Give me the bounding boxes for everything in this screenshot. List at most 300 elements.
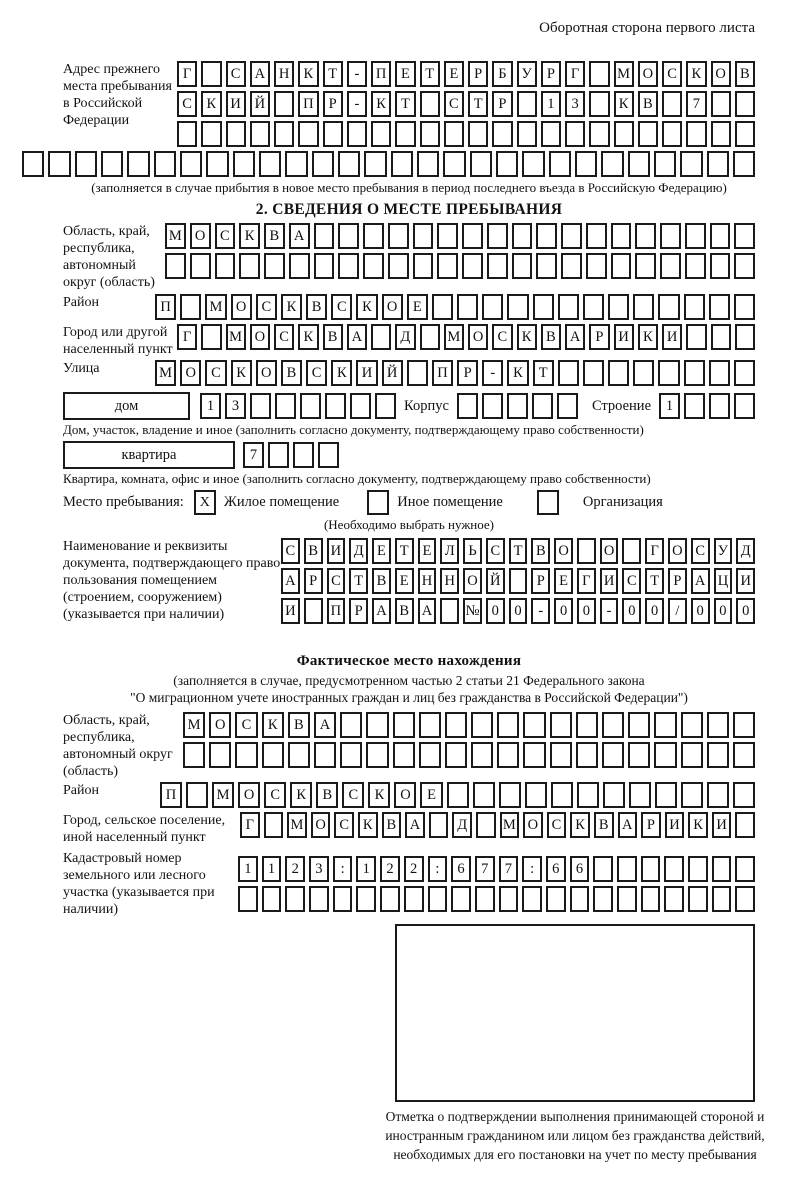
char-cell[interactable] (293, 442, 314, 468)
char-cell[interactable] (350, 393, 371, 419)
char-cell[interactable]: О (554, 538, 573, 564)
char-cell[interactable] (363, 253, 384, 279)
char-cell[interactable] (371, 324, 391, 350)
checkbox-zhiloe[interactable]: X (194, 490, 216, 515)
char-cell[interactable]: Й (382, 360, 403, 386)
checkbox-organizatsiya[interactable] (537, 490, 559, 515)
char-cell[interactable]: В (638, 91, 658, 117)
char-cell[interactable]: С (256, 294, 277, 320)
char-cell[interactable] (664, 886, 684, 912)
char-cell[interactable] (583, 360, 604, 386)
char-cell[interactable]: С (177, 91, 197, 117)
char-cell[interactable]: К (356, 294, 377, 320)
char-cell[interactable] (711, 91, 731, 117)
char-cell[interactable]: Д (452, 812, 472, 838)
char-cell[interactable] (662, 91, 682, 117)
char-cell[interactable] (523, 742, 545, 768)
char-cell[interactable] (420, 91, 440, 117)
char-cell[interactable] (417, 151, 439, 177)
char-cell[interactable]: Г (177, 324, 197, 350)
char-cell[interactable]: Р (457, 360, 478, 386)
char-cell[interactable]: А (347, 324, 367, 350)
char-cell[interactable]: 6 (451, 856, 471, 882)
char-cell[interactable]: К (281, 294, 302, 320)
char-cell[interactable]: К (290, 782, 312, 808)
char-cell[interactable] (641, 886, 661, 912)
char-cell[interactable]: В (541, 324, 561, 350)
char-cell[interactable] (589, 121, 609, 147)
char-cell[interactable] (75, 151, 97, 177)
char-cell[interactable]: М (500, 812, 520, 838)
char-cell[interactable]: Л (440, 538, 459, 564)
char-cell[interactable] (577, 782, 599, 808)
char-cell[interactable] (314, 742, 336, 768)
char-cell[interactable] (602, 712, 624, 738)
char-cell[interactable]: С (281, 538, 300, 564)
char-cell[interactable]: Й (486, 568, 505, 594)
char-cell[interactable] (238, 886, 258, 912)
char-cell[interactable] (457, 294, 478, 320)
char-cell[interactable] (575, 151, 597, 177)
char-cell[interactable]: : (333, 856, 353, 882)
char-cell[interactable]: К (231, 360, 252, 386)
char-cell[interactable] (475, 886, 495, 912)
char-cell[interactable] (707, 712, 729, 738)
char-cell[interactable] (654, 151, 676, 177)
char-cell[interactable] (735, 812, 755, 838)
char-cell[interactable] (688, 886, 708, 912)
char-cell[interactable]: В (372, 568, 391, 594)
char-cell[interactable] (180, 151, 202, 177)
char-cell[interactable] (654, 712, 676, 738)
char-cell[interactable]: В (288, 712, 310, 738)
char-cell[interactable] (614, 121, 634, 147)
char-cell[interactable] (312, 151, 334, 177)
char-cell[interactable]: 3 (225, 393, 246, 419)
char-cell[interactable] (499, 886, 519, 912)
char-cell[interactable]: Г (240, 812, 260, 838)
char-cell[interactable] (586, 223, 607, 249)
char-cell[interactable]: М (212, 782, 234, 808)
char-cell[interactable]: О (463, 568, 482, 594)
char-cell[interactable] (457, 393, 478, 419)
char-cell[interactable] (522, 886, 542, 912)
char-cell[interactable] (388, 253, 409, 279)
char-cell[interactable] (274, 91, 294, 117)
char-cell[interactable]: В (382, 812, 402, 838)
char-cell[interactable]: О (668, 538, 687, 564)
char-cell[interactable]: П (298, 91, 318, 117)
char-cell[interactable] (509, 568, 528, 594)
char-cell[interactable] (611, 253, 632, 279)
char-cell[interactable] (419, 712, 441, 738)
char-cell[interactable]: Н (418, 568, 437, 594)
char-cell[interactable] (686, 324, 706, 350)
char-cell[interactable] (325, 393, 346, 419)
char-cell[interactable] (201, 61, 221, 87)
char-cell[interactable]: И (736, 568, 755, 594)
char-cell[interactable] (250, 121, 270, 147)
char-cell[interactable]: А (250, 61, 270, 87)
char-cell[interactable] (662, 121, 682, 147)
char-cell[interactable]: О (394, 782, 416, 808)
char-cell[interactable]: Р (541, 61, 561, 87)
char-cell[interactable]: Н (274, 61, 294, 87)
char-cell[interactable]: 7 (686, 91, 706, 117)
char-cell[interactable] (391, 151, 413, 177)
char-cell[interactable] (473, 782, 495, 808)
char-cell[interactable] (549, 151, 571, 177)
char-cell[interactable]: - (482, 360, 503, 386)
char-cell[interactable] (577, 538, 596, 564)
checkbox-inoe[interactable] (367, 490, 389, 515)
char-cell[interactable] (497, 742, 519, 768)
char-cell[interactable]: 2 (404, 856, 424, 882)
char-cell[interactable] (165, 253, 186, 279)
char-cell[interactable] (589, 61, 609, 87)
char-cell[interactable] (443, 151, 465, 177)
char-cell[interactable]: И (356, 360, 377, 386)
char-cell[interactable] (617, 856, 637, 882)
char-cell[interactable] (289, 253, 310, 279)
char-cell[interactable] (686, 121, 706, 147)
char-cell[interactable]: К (358, 812, 378, 838)
char-cell[interactable]: О (231, 294, 252, 320)
char-cell[interactable]: 0 (691, 598, 710, 624)
char-cell[interactable] (285, 886, 305, 912)
char-cell[interactable]: Т (395, 91, 415, 117)
char-cell[interactable] (685, 223, 706, 249)
char-cell[interactable] (420, 121, 440, 147)
char-cell[interactable]: О (600, 538, 619, 564)
char-cell[interactable] (497, 712, 519, 738)
char-cell[interactable] (558, 294, 579, 320)
char-cell[interactable]: К (368, 782, 390, 808)
char-cell[interactable]: В (264, 223, 285, 249)
char-cell[interactable]: И (662, 324, 682, 350)
char-cell[interactable] (206, 151, 228, 177)
char-cell[interactable]: 6 (570, 856, 590, 882)
char-cell[interactable] (601, 151, 623, 177)
char-cell[interactable] (364, 151, 386, 177)
char-cell[interactable] (487, 253, 508, 279)
char-cell[interactable] (593, 886, 613, 912)
char-cell[interactable]: В (531, 538, 550, 564)
char-cell[interactable]: И (614, 324, 634, 350)
char-cell[interactable]: П (327, 598, 346, 624)
char-cell[interactable] (533, 294, 554, 320)
char-cell[interactable]: Г (565, 61, 585, 87)
char-cell[interactable]: К (638, 324, 658, 350)
char-cell[interactable] (366, 712, 388, 738)
char-cell[interactable] (413, 223, 434, 249)
char-cell[interactable] (622, 538, 641, 564)
char-cell[interactable] (660, 253, 681, 279)
char-cell[interactable]: 1 (200, 393, 221, 419)
char-cell[interactable]: Р (468, 61, 488, 87)
char-cell[interactable]: Р (531, 568, 550, 594)
char-cell[interactable] (226, 121, 246, 147)
char-cell[interactable] (551, 782, 573, 808)
char-cell[interactable] (428, 886, 448, 912)
char-cell[interactable] (680, 151, 702, 177)
char-cell[interactable]: К (298, 324, 318, 350)
char-cell[interactable]: Д (395, 324, 415, 350)
char-cell[interactable] (445, 712, 467, 738)
char-cell[interactable]: С (662, 61, 682, 87)
char-cell[interactable] (201, 121, 221, 147)
char-cell[interactable]: А (565, 324, 585, 350)
char-cell[interactable] (419, 742, 441, 768)
char-cell[interactable]: В (316, 782, 338, 808)
char-cell[interactable]: К (507, 360, 528, 386)
char-cell[interactable] (492, 121, 512, 147)
char-cell[interactable] (413, 253, 434, 279)
char-cell[interactable]: С (334, 812, 354, 838)
char-cell[interactable] (629, 782, 651, 808)
char-cell[interactable] (444, 121, 464, 147)
char-cell[interactable] (576, 742, 598, 768)
char-cell[interactable] (512, 223, 533, 249)
char-cell[interactable]: Г (177, 61, 197, 87)
char-cell[interactable]: 1 (262, 856, 282, 882)
char-cell[interactable] (684, 294, 705, 320)
char-cell[interactable]: : (428, 856, 448, 882)
char-cell[interactable]: Е (395, 61, 415, 87)
char-cell[interactable]: - (531, 598, 550, 624)
char-cell[interactable]: Т (420, 61, 440, 87)
char-cell[interactable]: С (306, 360, 327, 386)
char-cell[interactable]: О (638, 61, 658, 87)
char-cell[interactable]: С (691, 538, 710, 564)
char-cell[interactable] (707, 782, 729, 808)
char-cell[interactable]: 0 (622, 598, 641, 624)
char-cell[interactable] (393, 712, 415, 738)
char-cell[interactable] (314, 253, 335, 279)
char-cell[interactable] (664, 856, 684, 882)
char-cell[interactable] (314, 223, 335, 249)
char-cell[interactable]: К (201, 91, 221, 117)
char-cell[interactable]: В (304, 538, 323, 564)
char-cell[interactable] (298, 121, 318, 147)
char-cell[interactable] (340, 742, 362, 768)
char-cell[interactable]: С (205, 360, 226, 386)
char-cell[interactable]: Ь (463, 538, 482, 564)
char-cell[interactable] (655, 782, 677, 808)
char-cell[interactable] (183, 742, 205, 768)
char-cell[interactable]: О (311, 812, 331, 838)
char-cell[interactable]: Е (444, 61, 464, 87)
char-cell[interactable]: 6 (546, 856, 566, 882)
char-cell[interactable] (48, 151, 70, 177)
char-cell[interactable] (363, 223, 384, 249)
char-cell[interactable] (654, 742, 676, 768)
char-cell[interactable]: Т (395, 538, 414, 564)
char-cell[interactable]: Т (533, 360, 554, 386)
char-cell[interactable] (347, 121, 367, 147)
char-cell[interactable] (275, 393, 296, 419)
char-cell[interactable] (190, 253, 211, 279)
char-cell[interactable]: 1 (356, 856, 376, 882)
char-cell[interactable] (576, 712, 598, 738)
char-cell[interactable] (393, 742, 415, 768)
char-cell[interactable]: О (209, 712, 231, 738)
char-cell[interactable]: Е (554, 568, 573, 594)
char-cell[interactable] (536, 223, 557, 249)
char-cell[interactable] (734, 360, 755, 386)
char-cell[interactable] (735, 856, 755, 882)
char-cell[interactable]: У (517, 61, 537, 87)
char-cell[interactable] (707, 742, 729, 768)
char-cell[interactable]: М (205, 294, 226, 320)
char-cell[interactable] (611, 223, 632, 249)
char-cell[interactable] (437, 223, 458, 249)
char-cell[interactable]: А (281, 568, 300, 594)
char-cell[interactable] (711, 121, 731, 147)
char-cell[interactable]: Й (250, 91, 270, 117)
char-cell[interactable] (522, 151, 544, 177)
char-cell[interactable]: С (444, 91, 464, 117)
char-cell[interactable] (429, 812, 449, 838)
char-cell[interactable]: С (274, 324, 294, 350)
char-cell[interactable]: И (665, 812, 685, 838)
char-cell[interactable]: 7 (499, 856, 519, 882)
char-cell[interactable] (462, 223, 483, 249)
char-cell[interactable]: Д (736, 538, 755, 564)
char-cell[interactable] (333, 886, 353, 912)
char-cell[interactable] (499, 782, 521, 808)
char-cell[interactable]: М (614, 61, 634, 87)
char-cell[interactable] (517, 91, 537, 117)
char-cell[interactable] (507, 393, 528, 419)
char-cell[interactable]: 3 (565, 91, 585, 117)
char-cell[interactable]: 0 (554, 598, 573, 624)
char-cell[interactable] (734, 393, 755, 419)
char-cell[interactable] (688, 856, 708, 882)
char-cell[interactable]: 7 (475, 856, 495, 882)
char-cell[interactable] (338, 223, 359, 249)
char-cell[interactable]: С (264, 782, 286, 808)
char-cell[interactable] (447, 782, 469, 808)
char-cell[interactable] (235, 742, 257, 768)
char-cell[interactable] (470, 151, 492, 177)
char-cell[interactable]: Б (492, 61, 512, 87)
char-cell[interactable] (561, 223, 582, 249)
char-cell[interactable]: К (570, 812, 590, 838)
char-cell[interactable]: О (180, 360, 201, 386)
char-cell[interactable] (285, 151, 307, 177)
char-cell[interactable] (685, 253, 706, 279)
char-cell[interactable]: К (614, 91, 634, 117)
char-cell[interactable] (462, 253, 483, 279)
char-cell[interactable]: А (372, 598, 391, 624)
char-cell[interactable] (395, 121, 415, 147)
char-cell[interactable] (550, 712, 572, 738)
char-cell[interactable] (259, 151, 281, 177)
char-cell[interactable]: О (250, 324, 270, 350)
char-cell[interactable]: Т (468, 91, 488, 117)
char-cell[interactable] (603, 782, 625, 808)
char-cell[interactable] (288, 742, 310, 768)
char-cell[interactable]: Р (589, 324, 609, 350)
char-cell[interactable] (709, 294, 730, 320)
char-cell[interactable] (583, 294, 604, 320)
char-cell[interactable] (523, 712, 545, 738)
char-cell[interactable]: / (668, 598, 687, 624)
char-cell[interactable] (215, 253, 236, 279)
char-cell[interactable] (496, 151, 518, 177)
char-cell[interactable]: Т (323, 61, 343, 87)
char-cell[interactable]: О (238, 782, 260, 808)
char-cell[interactable]: П (371, 61, 391, 87)
char-cell[interactable] (262, 742, 284, 768)
char-cell[interactable] (658, 360, 679, 386)
char-cell[interactable] (268, 442, 289, 468)
char-cell[interactable]: Р (323, 91, 343, 117)
char-cell[interactable] (638, 121, 658, 147)
char-cell[interactable] (593, 856, 613, 882)
char-cell[interactable] (565, 121, 585, 147)
char-cell[interactable] (617, 886, 637, 912)
char-cell[interactable] (633, 360, 654, 386)
char-cell[interactable]: 0 (577, 598, 596, 624)
char-cell[interactable]: К (331, 360, 352, 386)
char-cell[interactable] (451, 886, 471, 912)
char-cell[interactable]: 3 (309, 856, 329, 882)
char-cell[interactable]: А (691, 568, 710, 594)
char-cell[interactable] (570, 886, 590, 912)
char-cell[interactable]: С (331, 294, 352, 320)
char-cell[interactable]: О (256, 360, 277, 386)
char-cell[interactable]: П (432, 360, 453, 386)
char-cell[interactable]: К (686, 61, 706, 87)
char-cell[interactable]: 0 (714, 598, 733, 624)
char-cell[interactable]: Р (668, 568, 687, 594)
char-cell[interactable] (274, 121, 294, 147)
char-cell[interactable]: Т (509, 538, 528, 564)
char-cell[interactable] (546, 886, 566, 912)
char-cell[interactable] (525, 782, 547, 808)
char-cell[interactable] (684, 360, 705, 386)
char-cell[interactable] (602, 742, 624, 768)
char-cell[interactable]: - (600, 598, 619, 624)
char-cell[interactable]: И (281, 598, 300, 624)
char-cell[interactable] (338, 151, 360, 177)
char-cell[interactable] (660, 223, 681, 249)
char-cell[interactable] (318, 442, 339, 468)
char-cell[interactable] (507, 294, 528, 320)
char-cell[interactable]: Р (304, 568, 323, 594)
char-cell[interactable] (710, 253, 731, 279)
char-cell[interactable] (437, 253, 458, 279)
char-cell[interactable] (712, 856, 732, 882)
char-cell[interactable]: П (155, 294, 176, 320)
char-cell[interactable]: Г (577, 568, 596, 594)
char-cell[interactable]: К (239, 223, 260, 249)
char-cell[interactable]: И (327, 538, 346, 564)
char-cell[interactable]: Ц (714, 568, 733, 594)
char-cell[interactable] (681, 742, 703, 768)
char-cell[interactable]: А (289, 223, 310, 249)
char-cell[interactable]: С (226, 61, 246, 87)
char-cell[interactable]: У (714, 538, 733, 564)
char-cell[interactable] (628, 742, 650, 768)
char-cell[interactable]: М (165, 223, 186, 249)
char-cell[interactable] (375, 393, 396, 419)
char-cell[interactable]: С (215, 223, 236, 249)
char-cell[interactable]: - (347, 61, 367, 87)
char-cell[interactable]: 7 (243, 442, 264, 468)
